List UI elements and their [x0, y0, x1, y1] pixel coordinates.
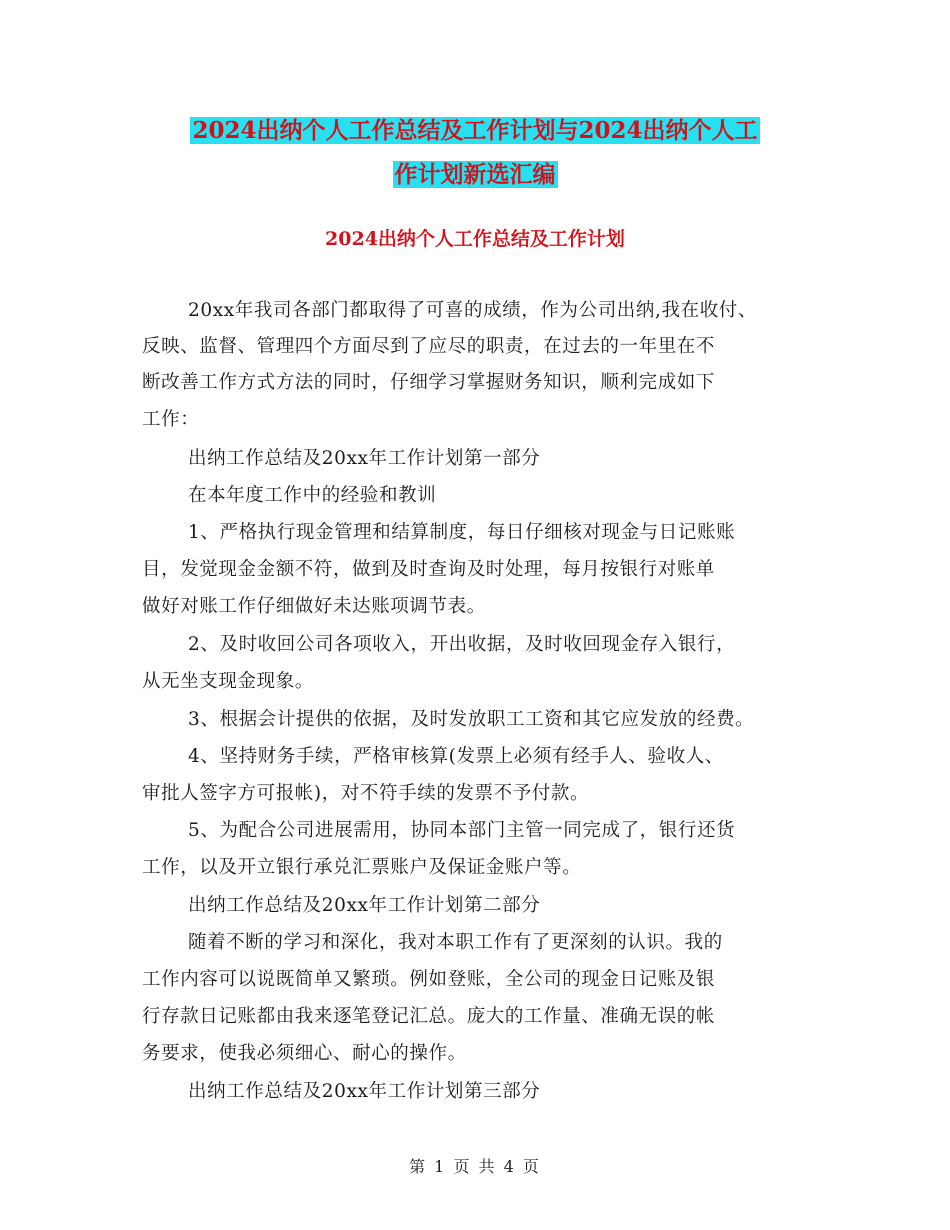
paragraph-line: 5、为配合公司进展需用，协同本部门主管一同完成了，银行还货 [188, 820, 736, 841]
paragraph-line: 4、坚持财务手续，严格审核算(发票上必须有经手人、验收人、 [188, 746, 724, 767]
paragraph-line: 2、及时收回公司各项收入，开出收据，及时收回现金存入银行， [188, 634, 736, 655]
paragraph-line: 3、根据会计提供的依据，及时发放职工工资和其它应发放的经费。 [188, 709, 755, 730]
paragraph-line: 工作内容可以说既简单又繁琐。例如登账，全公司的现金日记账及银 [142, 969, 716, 990]
section-title: 2024出纳个人工作总结及工作计划 [325, 228, 625, 250]
document-title-line-1: 2024出纳个人工作总结及工作计划与2024出纳个人工 [192, 117, 758, 144]
page-number-footer: 第 1 页 共 4 页 [409, 1157, 541, 1176]
paragraph-line: 随着不断的学习和深化，我对本职工作有了更深刻的认识。我的 [188, 932, 723, 953]
paragraph-line: 行存款日记账都由我来逐笔登记汇总。庞大的工作量、准确无误的帐 [142, 1006, 716, 1027]
paragraph-line: 审批人签字方可报帐)，对不符手续的发票不予付款。 [142, 783, 590, 804]
paragraph-line: 做好对账工作仔细做好未达账项调节表。 [142, 596, 486, 617]
paragraph-line: 20xx年我司各部门都取得了可喜的成绩，作为公司出纳,我在收付、 [188, 300, 757, 321]
paragraph-line: 1、严格执行现金管理和结算制度，每日仔细核对现金与日记账账 [188, 522, 736, 543]
section-heading: 出纳工作总结及20xx年工作计划第二部分 [188, 895, 541, 916]
paragraph-line: 从无坐支现金现象。 [142, 671, 314, 692]
paragraph-line: 工作，以及开立银行承兑汇票账户及保证金账户等。 [142, 857, 582, 878]
document-title-line-2: 作计划新选汇编 [394, 161, 556, 188]
section-heading: 在本年度工作中的经验和教训 [188, 485, 437, 506]
paragraph-line: 务要求，使我必须细心、耐心的操作。 [142, 1043, 467, 1064]
section-heading: 出纳工作总结及20xx年工作计划第一部分 [188, 448, 541, 469]
paragraph-line: 反映、监督、管理四个方面尽到了应尽的职责，在过去的一年里在不 [142, 336, 716, 357]
paragraph-line: 目，发觉现金金额不符，做到及时查询及时处理，每月按银行对账单 [142, 559, 716, 580]
section-heading: 出纳工作总结及20xx年工作计划第三部分 [188, 1081, 541, 1102]
paragraph-line: 工作： [142, 409, 200, 430]
paragraph-line: 断改善工作方式方法的同时，仔细学习掌握财务知识，顺利完成如下 [142, 372, 716, 393]
